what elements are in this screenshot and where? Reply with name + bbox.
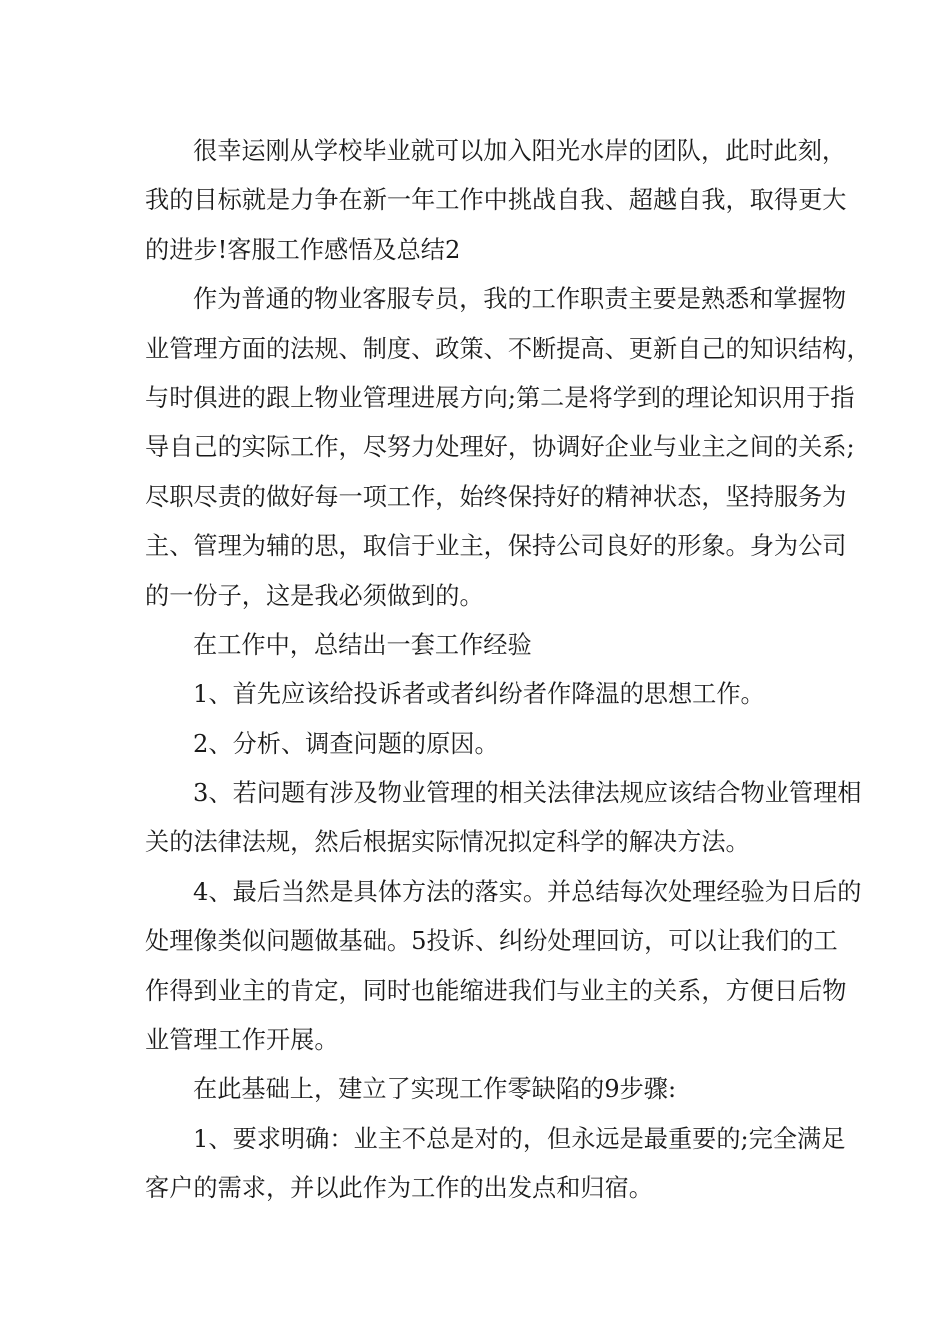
paragraph-1 [145, 127, 845, 275]
text-line: 在此基础上，建立了实现工作零缺陷的9步骤: [193, 1075, 677, 1104]
text-line: 的一份子，这是我必须做到的。 [145, 581, 484, 610]
document-body [145, 127, 871, 1214]
step-item-1 [145, 1115, 845, 1214]
text-line: 关的法律法规，然后根据实际情况拟定科学的解决方法。 [145, 828, 750, 857]
text-line: 处理像类似问题做基础。5投诉、纠纷处理回访，可以让我们的工 [145, 927, 838, 956]
list-item-2 [145, 720, 845, 769]
list-item-1 [145, 670, 845, 719]
text-line: 4、最后当然是具体方法的落实。并总结每次处理经验为日后的 [193, 877, 862, 906]
text-line: 我的目标就是力争在新一年工作中挑战自我、超越自我，取得更大 [145, 186, 847, 215]
text-line: 2、分析、调查问题的原因。 [193, 729, 499, 758]
text-line: 与时俱进的跟上物业管理进展方向;第二是将学到的理论知识用于指 [145, 383, 855, 412]
text-line: 业管理方面的法规、制度、政策、不断提高、更新自己的知识结构， [145, 334, 871, 363]
text-line: 主、管理为辅的思，取信于业主，保持公司良好的形象。身为公司 [145, 532, 847, 561]
text-line: 很幸运刚从学校毕业就可以加入阳光水岸的团队，此时此刻， [193, 137, 847, 165]
text-line: 作为普通的物业客服专员，我的工作职责主要是熟悉和掌握物 [193, 285, 847, 314]
text-line: 1、要求明确：业主不总是对的，但永远是最重要的;完全满足 [193, 1124, 846, 1153]
text-line: 导自己的实际工作，尽努力处理好，协调好企业与业主之间的关系; [145, 433, 855, 462]
paragraph-3 [145, 621, 845, 670]
text-line: 作得到业主的肯定，同时也能缩进我们与业主的关系，方便日后物 [145, 976, 847, 1005]
text-line: 1、首先应该给投诉者或者纠纷者作降温的思想工作。 [193, 680, 765, 709]
text-line: 业管理工作开展。 [145, 1026, 339, 1055]
list-item-3 [145, 769, 862, 868]
text-line: 在工作中，总结出一套工作经验 [193, 630, 532, 659]
text-line: 客户的需求，并以此作为工作的出发点和归宿。 [145, 1174, 653, 1203]
text-line: 3、若问题有涉及物业管理的相关法律法规应该结合物业管理相 [193, 779, 862, 808]
text-line: 尽职尽责的做好每一项工作，始终保持好的精神状态，坚持服务为 [145, 482, 847, 511]
paragraph-steps-intro [145, 1065, 845, 1114]
list-item-4 [145, 868, 862, 1066]
text-line: 的进步!客服工作感悟及总结2 [145, 235, 461, 264]
paragraph-2 [145, 275, 871, 621]
